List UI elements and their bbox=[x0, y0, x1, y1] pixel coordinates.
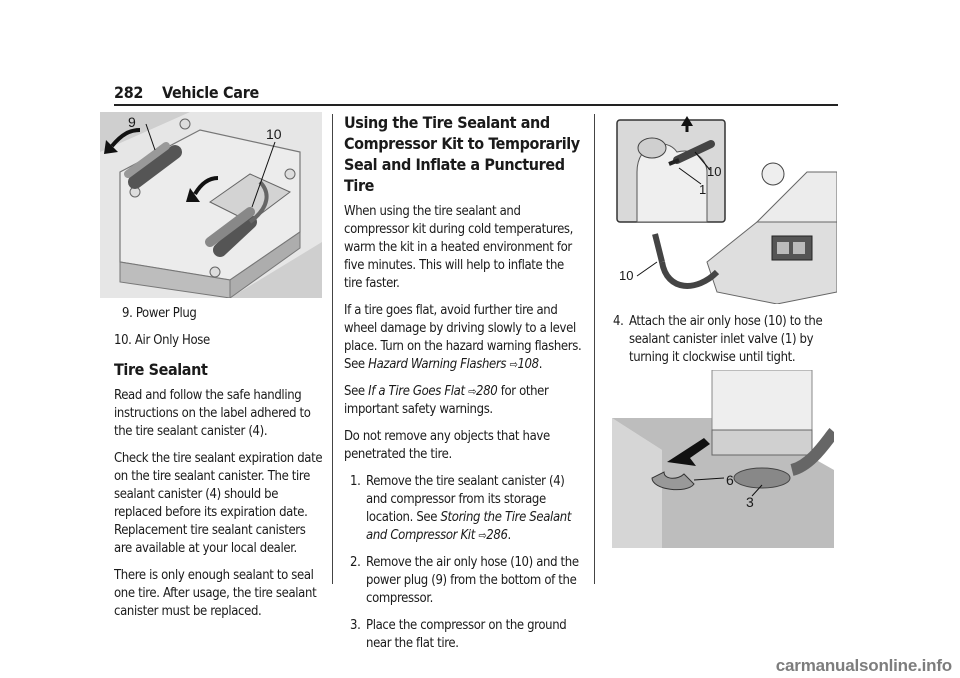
heading-using-sealant-kit: Using the Tire Sealant and Compressor Kit to Temporarily Seal and Inflate a Punctured Tire bbox=[344, 113, 580, 195]
page-ref-280[interactable]: 280 bbox=[476, 384, 498, 399]
column-2 bbox=[344, 112, 584, 662]
link-storing-sealant-kit[interactable]: Storing the Tire Sealant and Compressor Kit bbox=[366, 510, 572, 543]
paragraph-text: for other important safety warnings. bbox=[344, 384, 549, 417]
paragraph: Read and follow the safe handling instructions on the label adhered to the tire sealant canister (4). bbox=[114, 388, 311, 439]
column-3 bbox=[607, 313, 837, 376]
step-text: Remove the tire sealant canister (4) and compressor from its storage location. See bbox=[366, 474, 565, 525]
list-item bbox=[344, 617, 584, 653]
column-divider-1 bbox=[332, 114, 333, 584]
step-number: 3. bbox=[350, 618, 361, 633]
figure-canister-valve bbox=[612, 370, 834, 548]
heading-tire-sealant: Tire Sealant bbox=[114, 360, 208, 379]
figure2-label-1: 1 bbox=[699, 182, 707, 197]
column-1 bbox=[114, 305, 324, 630]
paragraph bbox=[344, 383, 584, 419]
link-hazard-warning-flashers[interactable]: Hazard Warning Flashers bbox=[368, 357, 507, 372]
header-rule bbox=[114, 104, 838, 106]
paragraph-text: If a tire goes flat, avoid further tire and wheel damage by driving slowly to a level place. Turn on the hazard warning flashers. See bbox=[344, 303, 582, 372]
step-text: Attach the air only hose (10) to the sealant canister inlet valve (1) by turning it clockwise until tight. bbox=[629, 314, 823, 365]
page-number: 282 bbox=[114, 83, 144, 102]
paragraph-text: See bbox=[344, 384, 369, 399]
page-ref-108[interactable]: 108 bbox=[517, 357, 539, 372]
link-if-a-tire-goes-flat[interactable]: If a Tire Goes Flat bbox=[368, 384, 465, 399]
caption-power-plug: 9. Power Plug bbox=[122, 306, 197, 321]
figure1-label-10: 10 bbox=[266, 126, 282, 142]
page-reference-arrow-icon: ⇨ bbox=[478, 529, 487, 542]
step-number: 2. bbox=[350, 555, 361, 570]
figure-hose-attach bbox=[607, 112, 837, 304]
figure-compressor-bottom bbox=[100, 112, 322, 298]
steps-list bbox=[344, 473, 584, 653]
figure2-label-10-top: 10 bbox=[707, 164, 722, 179]
watermark: carmanualsonline.info bbox=[775, 656, 952, 675]
caption-air-hose: 10. Air Only Hose bbox=[114, 333, 210, 348]
list-item bbox=[344, 473, 584, 545]
step-number: 4. bbox=[613, 314, 624, 329]
step-text-end: . bbox=[507, 528, 511, 543]
list-item bbox=[607, 313, 837, 367]
compressor-bottom-illustration bbox=[100, 112, 322, 298]
section-title: Vehicle Care bbox=[162, 83, 259, 102]
paragraph: There is only enough sealant to seal one tire. After usage, the tire sealant canister must be replaced. bbox=[114, 568, 317, 619]
figure3-label-3: 3 bbox=[746, 494, 754, 510]
paragraph: If a tire goes flat, avoid further tire and wheel damage by driving slowly to a level place. Turn on the hazard warning flashers. See Hazard Warning Flashers ⇨108. bbox=[344, 303, 582, 372]
canister-valve-illustration bbox=[612, 370, 834, 548]
page-reference-arrow-icon: ⇨ bbox=[509, 358, 518, 371]
paragraph: When using the tire sealant and compressor kit during cold temperatures, warm the kit in a heated environment for five minutes. This will help to inflate the tire faster. bbox=[344, 204, 574, 291]
figure1-label-9: 9 bbox=[128, 114, 136, 130]
hose-attach-illustration bbox=[607, 112, 837, 304]
paragraph: Do not remove any objects that have penetrated the tire. bbox=[344, 429, 550, 462]
page-ref-286[interactable]: 286 bbox=[486, 528, 508, 543]
column-divider-2 bbox=[594, 114, 595, 584]
step-text: Remove the air only hose (10) and the power plug (9) from the bottom of the compressor. bbox=[366, 555, 579, 606]
step-text: Place the compressor on the ground near the flat tire. bbox=[366, 618, 567, 651]
figure3-label-6: 6 bbox=[726, 472, 734, 488]
figure2-label-10-bottom: 10 bbox=[619, 268, 634, 283]
list-item bbox=[344, 554, 584, 608]
page-reference-arrow-icon: ⇨ bbox=[468, 385, 477, 398]
step-number: 1. bbox=[350, 474, 361, 489]
steps-list bbox=[607, 313, 837, 367]
paragraph: Check the tire sealant expiration date on the tire sealant canister. The tire sealant canister (4) should be replaced before its expiration date. Replacement tire sealant canisters are available at your local dealer. bbox=[114, 451, 323, 556]
